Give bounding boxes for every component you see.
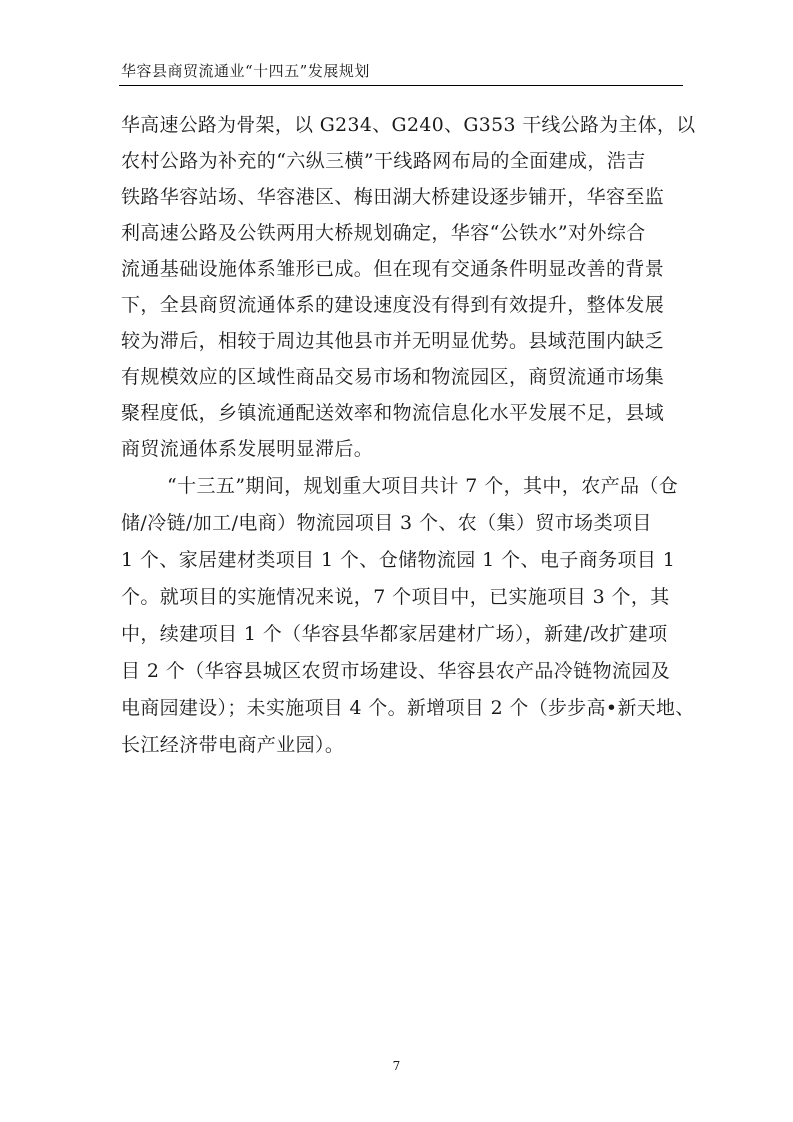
- text-line: 储/冷链/加工/电商）物流园项目 3 个、农（集）贸市场类项目: [121, 512, 652, 534]
- text-line: 电商园建设）；未实施项目 4 个。新增项目 2 个（步步高•新天地、: [121, 697, 695, 719]
- text-line: 利高速公路及公铁两用大桥规划确定，华容“公铁水”对外综合: [121, 222, 646, 244]
- text-line: 较为滞后，相较于周边其他县市并无明显优势。县域范围内缺乏: [121, 330, 665, 352]
- text-line: 铁路华容站场、华容港区、梅田湖大桥建设逐步铺开，华容至监: [121, 186, 665, 208]
- text-line: 流通基础设施体系雏形已成。但在现有交通条件明显改善的背景: [121, 258, 665, 280]
- text-line: 聚程度低，乡镇流通配送效率和物流信息化水平发展不足，县域: [121, 402, 665, 424]
- text-line: “十三五”期间，规划重大项目共计 7 个，其中，农产品（仓: [167, 475, 679, 497]
- text-line: 下，全县商贸流通体系的建设速度没有得到有效提升，整体发展: [121, 294, 665, 316]
- text-line: 有规模效应的区域性商品交易市场和物流园区，商贸流通市场集: [121, 366, 665, 388]
- header-rule: [119, 85, 683, 86]
- text-line: 农村公路为补充的“六纵三横”干线路网布局的全面建成，浩吉: [121, 150, 646, 172]
- text-line: 商贸流通体系发展明显滞后。: [121, 438, 374, 460]
- text-line: 1 个、家居建材类项目 1 个、仓储物流园 1 个、电子商务项目 1: [121, 549, 676, 571]
- text-line: 华高速公路为骨架，以 G234、G240、G353 干线公路为主体，以: [121, 114, 696, 136]
- text-line: 长江经济带电商产业园）。: [121, 734, 345, 756]
- page-number: 7: [392, 1059, 401, 1073]
- text-line: 目 2 个（华容县城区农贸市场建设、华容县农产品冷链物流园及: [121, 660, 671, 682]
- text-line: 中，续建项目 1 个（华容县华都家居建材广场），新建/改扩建项: [121, 623, 668, 645]
- running-header: 华容县商贸流通业“十四五”发展规划: [121, 62, 370, 80]
- text-line: 个。就项目的实施情况来说，7 个项目中，已实施项目 3 个，其: [121, 586, 670, 608]
